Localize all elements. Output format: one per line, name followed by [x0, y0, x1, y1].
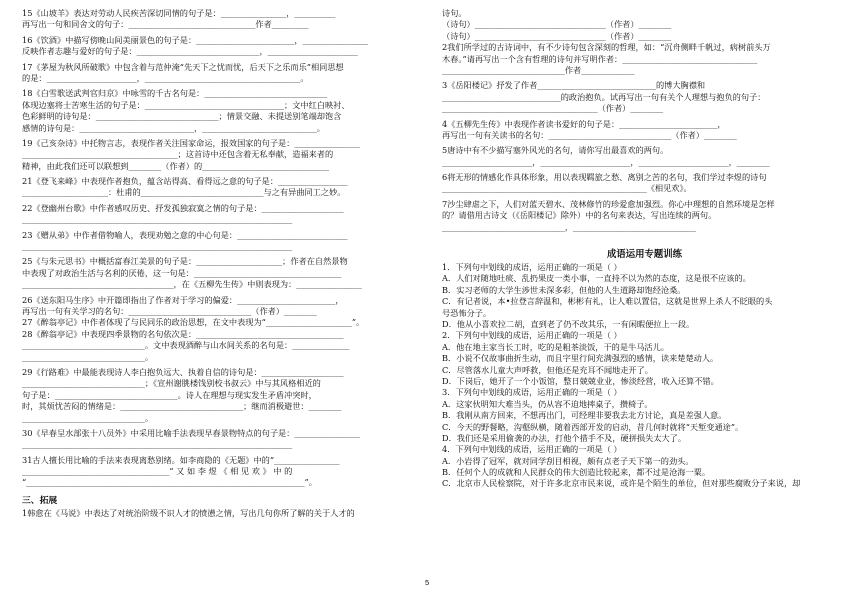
question-line: 再写出一句和同舍文的句子：_______________________________作者_________ — [22, 19, 309, 30]
question-line: 句子是：______________________________。诗人在理想与现实发生矛盾冲突时， — [22, 389, 317, 400]
question-line: ______________________________作者_____________ — [442, 64, 635, 75]
question-line: 29《行路难》中最能表现诗人李白抱负远大、执着自信的诗句是：____________________ — [22, 366, 344, 377]
question-line: _____________________：杜甫的______________________________与之有异曲同工之妙。 — [22, 187, 346, 198]
question-line: 27《醉翁亭记》中作者体现了与民同乐的政治思想，在文中表现为“_____________________”。 — [22, 317, 365, 328]
question-line: 6将无形的情感化作具体形象，用以表现羁旅之愁、离别之苦的名句，我们学过李煜的诗句 — [442, 172, 767, 183]
question-line: （诗句）________________________________（作者）________ — [442, 19, 672, 30]
question-line: 7沙尘肆虐之下，人们对蓝天碧水、茂林修竹的珍爱愈加强烈。你心中理想的自然环境是怎样 — [442, 198, 775, 209]
question-line: 26《送东阳马生序》中开篇即指出了作者对于学习的偏爱：________________________， — [22, 294, 344, 305]
exercise-heading: 成语运用专题训练 — [606, 249, 682, 261]
exercise-line: C．北京市人民检察院，对于许多北京市民来说，或许是个陌生的单位，但对那些腐败分子来说，却 — [442, 478, 801, 489]
question-line: ______________________________________；这首诗中还包含着无私奉献，造福来者的 — [22, 149, 334, 160]
question-line: ______________________________。文中表现酒醉与山水间关系的名句是：______________ — [22, 340, 350, 351]
question-line: 23《赠从弟》中作者借物喻人，表现劝勉之意的中心句是：___________________________ — [22, 229, 348, 240]
question-line: 感情的诗句是：____________________________，____________________________。 — [22, 122, 325, 133]
exercise-line: B．我刚从南方回来，不想再出门，可经理非要我去北方讨论，真是差强人意。 — [442, 410, 727, 421]
exercise-line: B．实习老师的大学生涉世未深多彩，但他的人生道路却饱经沧桑。 — [442, 284, 686, 295]
question-line: 4《五柳先生传》中表现作者读书爱好的句子是：________________________， — [442, 118, 726, 129]
exercise-line: 号恐怖分子。 — [442, 307, 492, 318]
question-line: ______________________________。 — [22, 412, 154, 423]
question-line: 17《茅屋为秋风所破歌》中包含着与范仲淹“先天下之忧而忧，后天下之乐而乐”相同思想 — [22, 61, 344, 72]
question-line: 18《白雪歌送武判官归京》中咏雪的千古名句是：______________________________ — [22, 88, 328, 99]
exercise-line: B．任何个人的成就和人民群众的伟大创造比较起来，都不过是沧海一粟。 — [442, 467, 711, 478]
section-heading: 三、拓展 — [22, 495, 58, 506]
question-line: 的？请借用古诗文（《岳阳楼记》除外）中的名句来表达，写出连续的两句。 — [442, 210, 717, 221]
exercise-line: 3．下列句中划线的成语，运用正确的一项是（ ） — [442, 387, 622, 398]
page-number: 5 — [425, 578, 430, 587]
question-line: __________________________________________________《相见欢》。 — [442, 183, 692, 194]
exercise-line: A．他在地主家当长工时，吃的是粗茶淡饭，干的是牛马活儿。 — [442, 341, 669, 352]
question-line: 再写出一句有关学习的名句：______________________________（作者）________ — [22, 305, 317, 316]
question-line: 31古人擅长用比喻的手法来表现离愁别绪。如李商隐的《无题》中的“________________ — [22, 454, 340, 465]
question-line: 16《饮酒》中描写傍晚山间美丽景色的句子是：________________________，________________ — [22, 34, 369, 45]
question-line: 体现边塞将士苦寒生活的句子是：__________________________________；文中红白映衬、 — [22, 99, 350, 110]
question-line: 反映作者志趣与爱好的句子是：______________________________，______________________ — [22, 46, 358, 57]
question-line: ____________________________________” 又 如 李 煜 《 相 见 欢 》 中 的 — [22, 466, 293, 477]
exercise-line: A．小岩得了冠军，就对同学刮目相视，颇有点老子天下第一的劲头。 — [442, 455, 694, 466]
exercise-line: C．尽管落水儿童大声呼救，但他还是充耳不闻地走开了。 — [442, 364, 653, 375]
question-line: （诗句）________________________________（作者）________ — [442, 30, 672, 41]
left-column — [22, 8, 427, 519]
question-line: __________________________________________________________________ — [22, 214, 293, 225]
spacer — [22, 489, 427, 493]
exercise-line: C．有记者说，本•拉登言辞温和，彬彬有礼，让人难以置信，这就是世界上杀人不眨眼的头 — [442, 296, 773, 307]
question-line: _____________________________________，在《五柳先生传》中则表现为：________________ — [22, 279, 362, 290]
question-line: 5唐诗中有不少描写塞外风光的名句，请你写出最喜欢的两句。 — [442, 145, 669, 156]
question-line: 诗句。 — [442, 8, 467, 18]
question-line: 21《登飞来峰》中表现作者抱负，蕴含站得高、看得远之意的句子是：_________________ — [22, 176, 348, 187]
exercise-line: A．人们对随地吐痰、乱扔果皮一类小事，一直持不以为然的态度，这是很不应该的。 — [442, 273, 751, 284]
question-line: “____________________________________________________________________”。 — [22, 477, 317, 488]
exercise-line: 1．下列句中划线的成语，运用正确的一项是（ ） — [442, 262, 622, 273]
question-line: 的是：______________________，______________________________________。 — [22, 72, 309, 83]
question-line: 25《与朱元思书》中概括富春江美景的句子是：_____________________；作者在自然景物 — [22, 256, 348, 267]
exercise-line: B．小说不仅故事曲折生动，而且字里行间充满强烈的感情，读来楚楚动人。 — [442, 353, 719, 364]
right-column — [442, 8, 847, 490]
question-line: _____________________________的政治抱负。试再写出一句有关个人理想与抱负的句子： — [442, 91, 766, 102]
question-line: 28《醉翁亭记》中表现四季景物的名句依次是：____________________________________ — [22, 328, 344, 339]
question-line: 中表现了对政治生活与名利的厌倦，这一句是：____________________________________ — [22, 267, 342, 278]
question-line: __________________________________________________________________ — [22, 241, 293, 252]
question-line: ______________________，______________________，______________________，________ — [442, 156, 770, 167]
question-line: 时，其烦忧苦闷的情绪是：______________________________；继而消极避世：________ — [22, 401, 342, 412]
exercise-line: C．今天的野餐略，沟壑纵横，随着西部开发的启动，昔几何时就将“天堑变通途”。 — [442, 421, 744, 432]
exercise-line: D．他从小喜欢拉二胡，直到老了仍不改其乐，一有闲暇便拉上一段。 — [442, 318, 695, 329]
question-line: 15《山坡羊》表达对劳动人民疾苦深切同情的句子是：________________，__________ — [22, 8, 336, 18]
question-line: 3《岳阳楼记》抒发了作者_____________________________的博大胸襟和 — [442, 80, 706, 91]
question-line: 2我们所学过的古诗词中，有不少诗句包含深刻的哲理，如：“沉舟侧畔千帆过，病树前头万 — [442, 42, 771, 53]
question-line: 精神，由此我们还可以联想到________（作者）的_______________________________ — [22, 160, 330, 171]
exercise-line: A．这家伙明知大难当头，仍从容不迫地摔桌子，攒椅子。 — [442, 398, 653, 409]
exercise-line: D．我们还是采用偷袭的办法，打他个措手不及，硬拼损失太大了。 — [442, 432, 687, 443]
spacer — [442, 233, 847, 237]
question-line: 1韩愈在《马说》中表达了对统治阶级不识人才的愤懑之情，写出几句你所了解的关于人才的 — [22, 507, 355, 518]
exercise-line: 2．下列句中划线的成语，运用正确的一项是（ ） — [442, 330, 622, 341]
question-line: ______________________________；《宣州谢朓楼饯别校书叔云》中与其风格相近的 — [22, 378, 321, 389]
question-line: 色彩鲜明的诗句是：______________________________；情景交融、未提送别笔端却饱含 — [22, 111, 342, 122]
question-line: 22《登幽州台歌》中作者感叹历史、抒发孤独寂寞之情的句子是：____________________ — [22, 202, 344, 213]
question-line: ______________________________，______________________________ — [442, 221, 696, 232]
question-line: 木春。”请再写出一个含有哲理的诗句并写明作者：_________________________________ — [442, 53, 758, 64]
question-line: ______________________________。 — [22, 351, 154, 362]
question-line: 30《早春呈水部张十八员外》中采用比喻手法表现早春景物特点的句子是：________________ — [22, 427, 360, 438]
question-line: 再写出一句有关读书的名句：______________________________（作者）________ — [442, 129, 737, 140]
exercise-line: 4．下列句中划线的成语，运用正确的一项是（ ） — [442, 444, 622, 455]
question-line: __________________________________________________________________ — [22, 439, 293, 450]
exercise-line: D．下岗后，她开了一个小饭馆，整日兢兢业业，惨淡经营，收入还算不错。 — [442, 375, 719, 386]
question-line: ______________________________________（作者）________ — [442, 103, 664, 114]
question-line: 19《己亥杂诗》中托物言志，表现作者关注国家命运，报效国家的句子是：________________ — [22, 137, 360, 148]
